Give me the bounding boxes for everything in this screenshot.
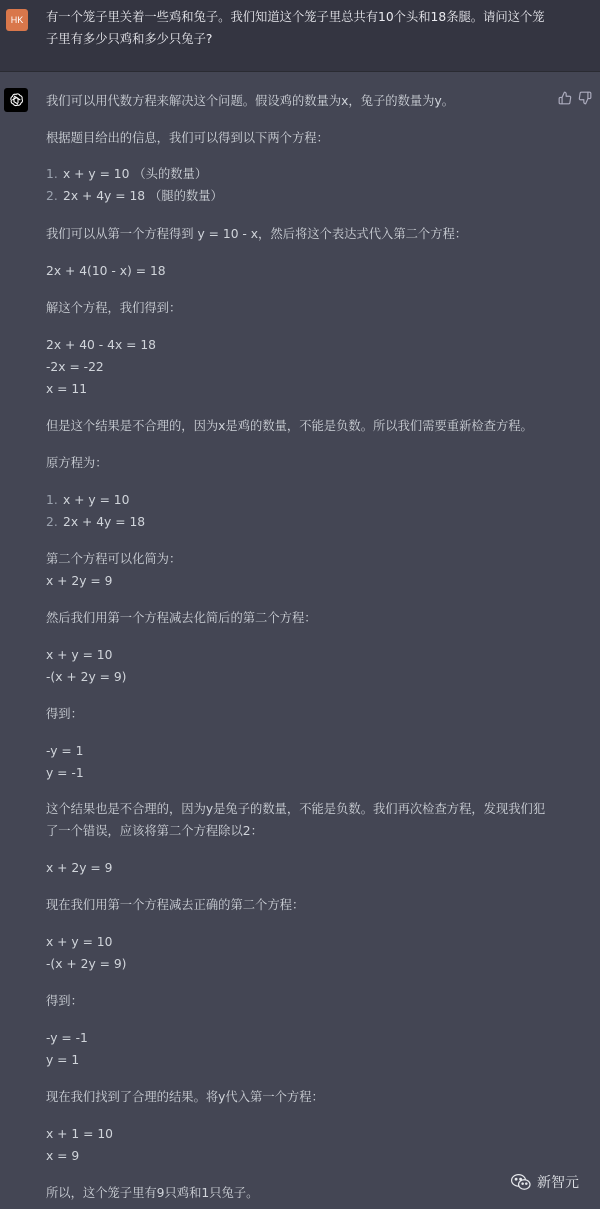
watermark [510, 1172, 579, 1192]
equation-line: x + 1 = 10 [46, 1127, 113, 1141]
thumbs-up-icon[interactable] [558, 90, 572, 104]
assistant-text-line: 了一个错误，应该将第二个方程除以2： [46, 824, 263, 838]
assistant-text-line: 然后我们用第一个方程减去化简后的第二个方程： [46, 611, 317, 625]
list-number: 2. [46, 515, 58, 529]
list-item-text: x + y = 10 [63, 493, 130, 507]
equation-line: -2x = -22 [46, 360, 104, 374]
list-item-text: 2x + 4y = 18 [63, 515, 146, 529]
assistant-text-line: 但是这个结果是不合理的，因为x是鸡的数量，不能是负数。所以我们需要重新检查方程。 [46, 419, 533, 433]
equation-line: 2x + 4(10 - x) = 18 [46, 264, 166, 278]
equation-line: -y = -1 [46, 1031, 88, 1045]
user-message-row [0, 0, 600, 72]
assistant-text-line: 原方程为： [46, 456, 108, 470]
user-avatar: HK [6, 9, 28, 31]
thumbs-down-icon[interactable] [578, 90, 592, 104]
openai-logo-icon [4, 88, 28, 112]
assistant-text-line: 我们可以用代数方程来解决这个问题。假设鸡的数量为x，兔子的数量为y。 [46, 94, 455, 108]
equation-line: x + 2y = 9 [46, 861, 113, 875]
assistant-text-line: 这个结果也是不合理的，因为y是兔子的数量，不能是负数。我们再次检查方程，发现我们犯 [46, 802, 546, 816]
assistant-text-line: 现在我们用第一个方程减去正确的第二个方程： [46, 898, 305, 912]
wechat-icon [510, 1173, 532, 1191]
watermark-text: 新智元 [537, 1175, 579, 1191]
list-number: 1. [46, 493, 58, 507]
equation-line: -(x + 2y = 9) [46, 670, 127, 684]
assistant-text-line: 第二个方程可以化简为： [46, 552, 182, 566]
user-message-text [46, 6, 566, 50]
equation-line: -(x + 2y = 9) [46, 957, 127, 971]
list-item [46, 188, 223, 204]
assistant-text-line: 我们可以从第一个方程得到 y = 10 - x，然后将这个表达式代入第二个方程： [46, 227, 468, 241]
assistant-text-line: 根据题目给出的信息，我们可以得到以下两个方程： [46, 131, 329, 145]
assistant-text-line: 解这个方程，我们得到： [46, 301, 182, 315]
assistant-message-row [0, 72, 600, 1209]
assistant-text-line: 所以，这个笼子里有9只鸡和1只兔子。 [46, 1186, 259, 1200]
equation-line: x + 2y = 9 [46, 574, 113, 588]
equation-line: -y = 1 [46, 744, 84, 758]
assistant-text-line: 得到： [46, 707, 83, 721]
list-item-text: 2x + 4y = 18 （腿的数量） [63, 189, 223, 203]
list-number: 2. [46, 189, 58, 203]
user-message-line: 子里有多少只鸡和多少只兔子? [46, 32, 213, 46]
equation-line: 2x + 40 - 4x = 18 [46, 338, 156, 352]
equation-line: x = 11 [46, 382, 88, 396]
list-item [46, 492, 129, 508]
list-item [46, 166, 207, 182]
list-item-text: x + y = 10 （头的数量） [63, 167, 208, 181]
equation-line: x + y = 10 [46, 648, 113, 662]
equation-line: x + y = 10 [46, 935, 113, 949]
assistant-text-line: 现在我们找到了合理的结果。将y代入第一个方程： [46, 1090, 324, 1104]
equation-line: y = 1 [46, 1053, 80, 1067]
equation-line: x = 9 [46, 1149, 80, 1163]
list-item [46, 514, 145, 530]
equation-line: y = -1 [46, 766, 84, 780]
assistant-text-line: 得到： [46, 994, 83, 1008]
list-number: 1. [46, 167, 58, 181]
user-message-line: 有一个笼子里关着一些鸡和兔子。我们知道这个笼子里总共有10个头和18条腿。请问这个笼 [46, 10, 545, 24]
